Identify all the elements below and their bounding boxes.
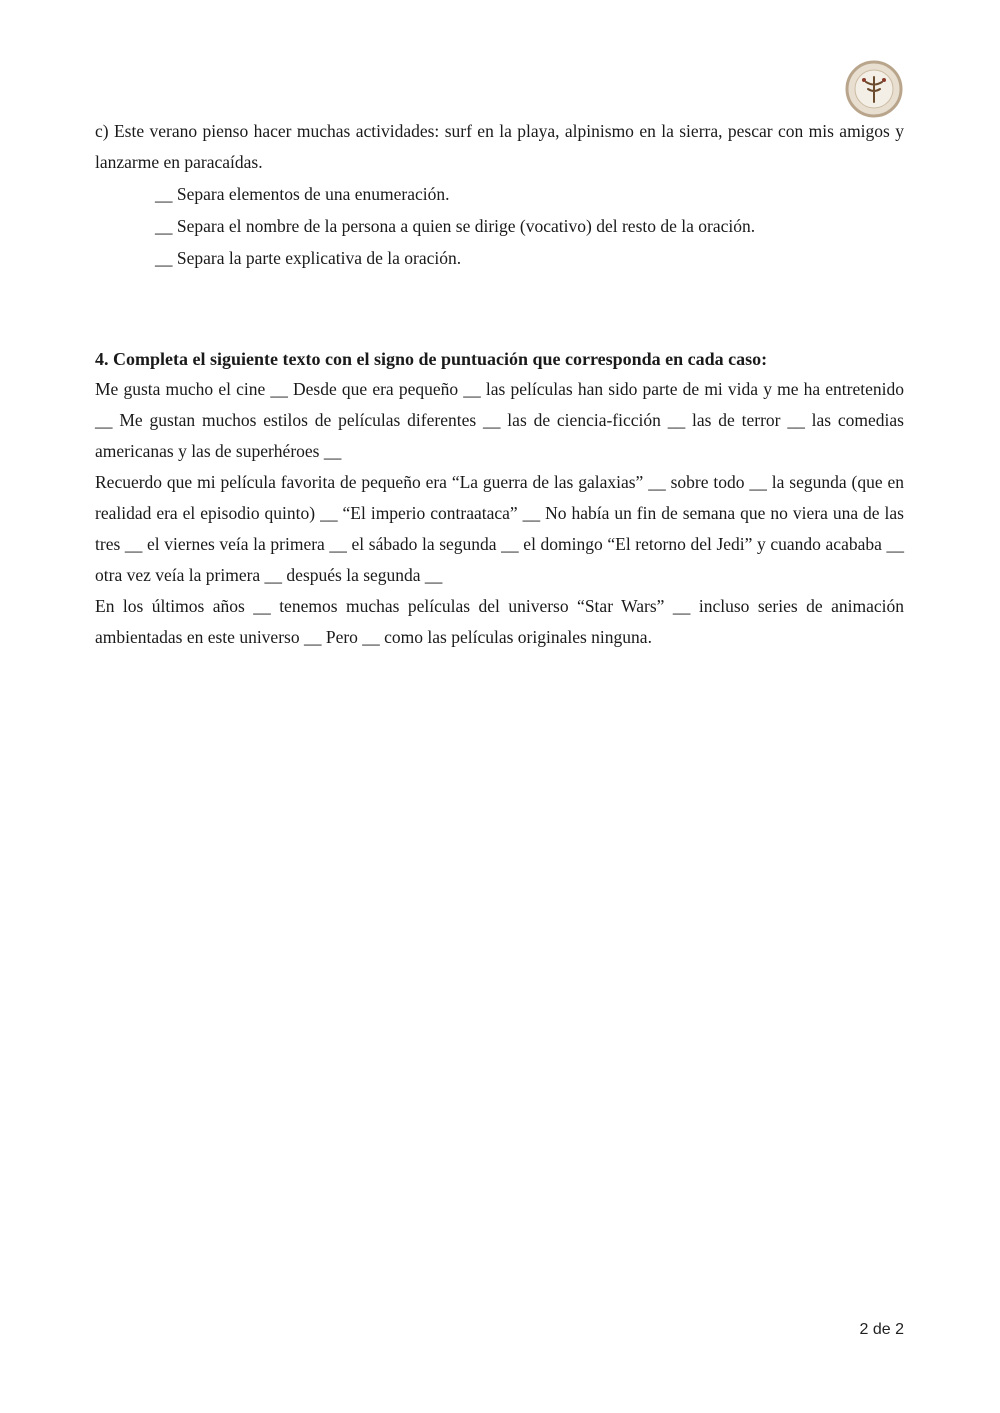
exercise-4-paragraph-3: En los últimos años __ tenemos muchas películas del universo “Star Wars” __ incluso series de animación ambientadas en este universo __ Pero __ como las películas originales ninguna. [95,596,904,647]
exercise-4-paragraph-2: Recuerdo que mi película favorita de pequeño era “La guerra de las galaxias” __ sobre todo __ la segunda (que en realidad era el episodio quinto) __ “El imperio contraataca” __ No había un fin de semana que no viera una de las tres __ el viernes veía la primera __ el sábado la segunda __ el domingo “El retorno del Jedi” y cuando acababa __ otra vez veía la primera __ después la segunda __ [95,472,904,585]
option-explicative: __ Separa la parte explicativa de la oración. [155,248,462,268]
page-number: 2 de 2 [859,1321,904,1338]
exercise-4-text [95,374,904,653]
worksheet-content [95,116,904,653]
exercise-4-heading: 4. Completa el siguiente texto con el signo de puntuación que corresponda en cada caso: [95,349,768,369]
school-seal-icon [845,60,903,118]
seal-dot-right [882,78,886,82]
option-enumeration: __ Separa elementos de una enumeración. [155,184,450,204]
exercise-4-paragraph-1: Me gusta mucho el cine __ Desde que era pequeño __ las películas han sido parte de mi vida y me ha entretenido __ Me gustan muchos estilos de películas diferentes __ las de ciencia-ficción __ las de terror __ las comedias americanas y las de superhéroes __ [95,379,904,461]
section-c-statement: c) Este verano pienso hacer muchas actividades: surf en la playa, alpinismo en la sierra, pescar con mis amigos y lanzarme en paracaídas. [95,121,904,172]
option-vocative: __ Separa el nombre de la persona a quien se dirige (vocativo) del resto de la oración. [155,216,756,236]
seal-dot-left [862,78,866,82]
